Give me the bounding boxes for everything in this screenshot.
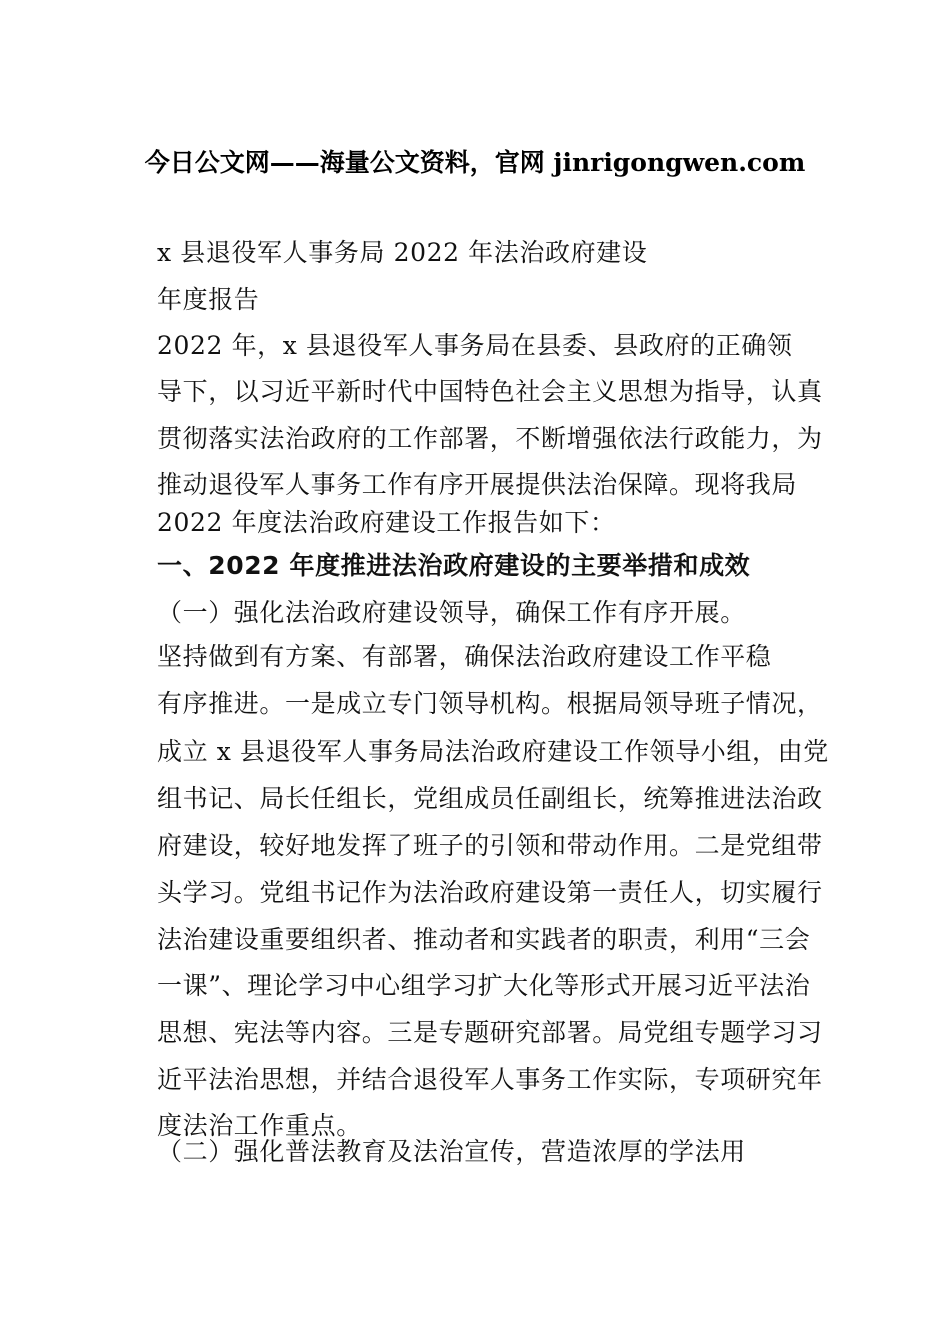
site-banner: 今日公文网——海量公文资料，官网 jinrigongwen.com [144,148,806,177]
intro-line: 推动退役军人事务工作有序开展提供法治保障。现将我局 [157,470,798,499]
body-line: 头学习。党组书记作为法治政府建设第一责任人，切实履行 [157,878,823,907]
intro-line: 2022 年，x 县退役军人事务局在县委、县政府的正确领 [157,331,793,360]
body-line: 成立 x 县退役军人事务局法治政府建设工作领导小组，由党 [157,737,829,766]
doc-title-line-1: x 县退役军人事务局 2022 年法治政府建设 [157,238,648,267]
body-line: 一课”、理论学习中心组学习扩大化等形式开展习近平法治 [157,971,811,1000]
intro-line: 导下，以习近平新时代中国特色社会主义思想为指导，认真 [157,377,823,406]
subsection-2-heading: （二）强化普法教育及法治宣传，营造浓厚的学法用 [157,1137,746,1166]
body-line: 府建设，较好地发挥了班子的引领和带动作用。二是党组带 [157,831,823,860]
body-line: 度法治工作重点。 [157,1111,362,1140]
body-line: 思想、宪法等内容。三是专题研究部署。局党组专题学习习 [157,1018,823,1047]
intro-line: 2022 年度法治政府建设工作报告如下： [157,508,616,537]
subsection-1-heading: （一）强化法治政府建设领导，确保工作有序开展。 [157,598,746,627]
body-line: 有序推进。一是成立专门领导机构。根据局领导班子情况， [157,689,823,718]
body-line: 近平法治思想，并结合退役军人事务工作实际，专项研究年 [157,1065,823,1094]
body-line: 组书记、局长任组长，党组成员任副组长，统筹推进法治政 [157,784,823,813]
intro-line: 贯彻落实法治政府的工作部署，不断增强依法行政能力，为 [157,424,823,453]
body-line: 法治建设重要组织者、推动者和实践者的职责，利用“三会 [157,925,811,954]
body-line: 坚持做到有方案、有部署，确保法治政府建设工作平稳 [157,642,772,671]
doc-title-line-2: 年度报告 [157,285,260,314]
section-1-heading: 一、2022 年度推进法治政府建设的主要举措和成效 [157,551,751,580]
